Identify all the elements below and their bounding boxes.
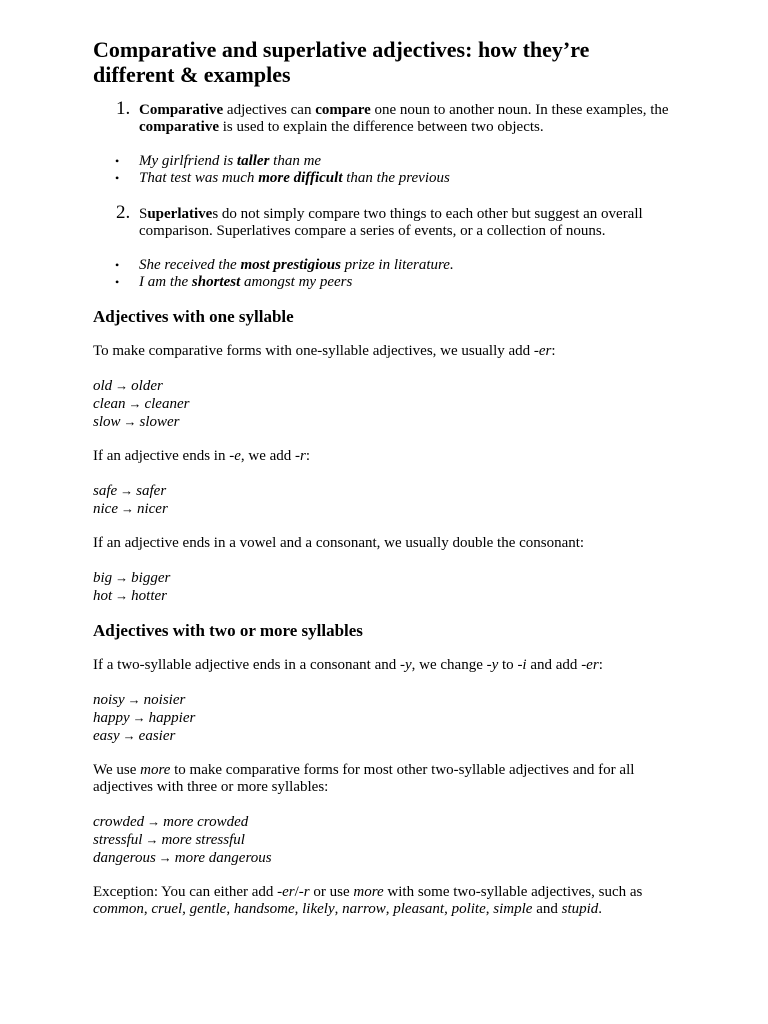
term-comparative: Comparative — [139, 102, 224, 118]
arrow-icon: → — [120, 483, 134, 498]
example-line: clean → cleaner — [93, 396, 190, 412]
list-item: • She received the most prestigious prize in literature. — [93, 257, 673, 274]
arrow-icon: → — [127, 692, 141, 707]
arrow-icon: → — [158, 850, 172, 865]
term-comparative: comparative — [139, 119, 219, 135]
example-line: nice → nicer — [93, 501, 168, 517]
arrow-icon: → — [145, 832, 159, 847]
example-list — [93, 569, 673, 605]
paragraph: If an adjective ends in a vowel and a consonant, we usually double the consonant: — [93, 535, 585, 551]
example-line: safe → safer — [93, 483, 167, 499]
example-line: easy → easier — [93, 728, 176, 744]
arrow-icon: → — [132, 710, 146, 725]
example-line: happy → happier — [93, 710, 196, 726]
arrow-icon: → — [115, 588, 129, 603]
example-line: slow → slower — [93, 414, 180, 430]
arrow-icon: → — [115, 570, 129, 585]
list-number: 2. — [116, 202, 131, 223]
exception-paragraph: Exception: You can either add -er/-r or use more with some two-syllable adjectives, such as common, cruel, gentle, handsome, likely, narrow, pleasant, polite, simple and stupid. — [93, 884, 643, 917]
example-list — [93, 813, 673, 867]
text: is used to explain the difference between two objects. — [218, 119, 544, 135]
term-compare: compare — [315, 102, 371, 118]
arrow-icon: → — [122, 728, 136, 743]
example-line: old → older — [93, 378, 163, 394]
example-list — [93, 691, 673, 745]
term-superlative: uperlative — [147, 206, 213, 222]
example-line: stressful → more stressful — [93, 832, 245, 848]
example-list — [93, 377, 673, 431]
text: S — [139, 206, 148, 222]
paragraph: We use more to make comparative forms for most other two-syllable adjectives and for all adjectives with three or more syllables: — [93, 762, 635, 795]
section-heading-one-syllable: Adjectives with one syllable — [93, 307, 294, 326]
list-item: • That test was much more difficult than the previous — [93, 170, 673, 187]
section-heading-two-syllables: Adjectives with two or more syllables — [93, 621, 363, 640]
text: adjectives can — [223, 102, 316, 118]
example-line: big → bigger — [93, 570, 171, 586]
list-item: • I am the shortest amongst my peers — [93, 274, 673, 291]
arrow-icon: → — [147, 814, 161, 829]
paragraph: If an adjective ends in -e, we add -r: — [93, 448, 311, 464]
page-title: Comparative and superlative adjectives: how they’re different & examples — [93, 37, 590, 87]
arrow-icon: → — [120, 501, 134, 516]
text: one noun to another noun. In these examples, the — [370, 102, 669, 118]
arrow-icon: → — [128, 396, 142, 411]
document-content — [93, 37, 673, 918]
list-number: 1. — [116, 98, 131, 119]
numbered-item-2 — [93, 202, 673, 240]
example-line: noisy → noisier — [93, 692, 186, 708]
arrow-icon: → — [123, 414, 137, 429]
arrow-icon: → — [115, 378, 129, 393]
paragraph: To make comparative forms with one-syllable adjectives, we usually add -er: — [93, 343, 556, 359]
example-list — [93, 482, 673, 518]
numbered-item-1 — [93, 98, 673, 136]
bullet-list-comparative — [93, 153, 673, 187]
example-line: crowded → more crowded — [93, 814, 249, 830]
bullet-list-superlative — [93, 257, 673, 291]
example-line: hot → hotter — [93, 588, 168, 604]
paragraph: If a two-syllable adjective ends in a consonant and -y, we change -y to -i and add -er: — [93, 657, 603, 673]
list-item: • My girlfriend is taller than me — [93, 153, 673, 170]
text: s do not simply compare two things to each other but suggest an overall comparison. Superlatives compare a series of events, or a collection of nouns. — [139, 206, 643, 239]
example-line: dangerous → more dangerous — [93, 850, 272, 866]
